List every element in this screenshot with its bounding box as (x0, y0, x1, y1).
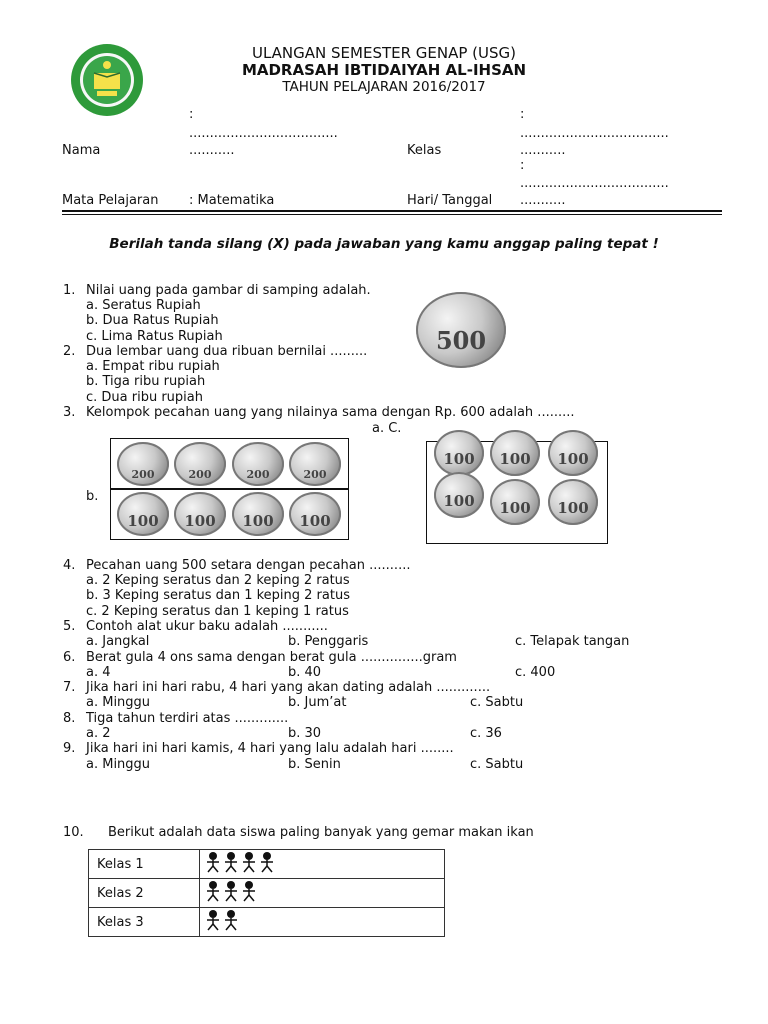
coin-100-image (232, 492, 284, 536)
q7-option-c[interactable]: c. Sabtu (470, 695, 524, 710)
q2-text: Dua lembar uang dua ribuan bernilai ......... (86, 344, 368, 359)
coin-200-image (232, 442, 284, 486)
q2-option-a[interactable]: a. Empat ribu rupiah (86, 359, 220, 374)
q3-option-a-coins[interactable] (110, 438, 349, 490)
q1-text: Nilai uang pada gambar di samping adalah. (86, 283, 371, 298)
school-year: TAHUN PELAJARAN 2016/2017 (282, 79, 486, 95)
coin-100-label: 100 (443, 450, 475, 468)
q8-option-a[interactable]: a. 2 (86, 726, 111, 741)
nama-label: Nama (62, 143, 101, 158)
q6-option-c[interactable]: c. 400 (515, 665, 556, 680)
coin-100-image (174, 492, 226, 536)
pictogram-row-icons (200, 879, 445, 908)
coin-200-label: 200 (188, 468, 212, 481)
coin-100-image (117, 492, 169, 536)
q8-text: Tiga tahun terdiri atas ............. (86, 711, 289, 726)
stick-figure-icon (204, 880, 222, 902)
coin-100-label: 100 (499, 450, 531, 468)
coin-200-label: 200 (246, 468, 270, 481)
stick-figure-icon (222, 851, 240, 873)
pictogram-row-icons (200, 850, 445, 879)
pictogram-table (88, 849, 445, 937)
q4-option-a[interactable]: a. 2 Keping seratus dan 2 keping 2 ratus (86, 573, 350, 588)
q4-option-c[interactable]: c. 2 Keping seratus dan 1 keping 1 ratus (86, 604, 349, 619)
q5-text: Contoh alat ukur baku adalah ........... (86, 619, 328, 634)
q3-option-b[interactable]: b. (86, 489, 99, 504)
stick-figure-icon (258, 851, 276, 873)
q6-number: 6. (63, 650, 76, 665)
coin-200-label: 200 (131, 468, 155, 481)
stick-figure-icon (240, 880, 258, 902)
coin-200-image (289, 442, 341, 486)
q2-option-b[interactable]: b. Tiga ribu rupiah (86, 374, 206, 389)
kelas-dots-line1[interactable]: .................................... (520, 126, 669, 141)
coin-100-label: 100 (557, 450, 589, 468)
coin-500-label: 500 (435, 326, 487, 355)
stick-figure-icons (204, 851, 276, 877)
q2-option-c[interactable]: c. Dua ribu rupiah (86, 390, 203, 405)
q3-option-b-coins[interactable] (110, 488, 349, 540)
q1-option-a[interactable]: a. Seratus Rupiah (86, 298, 201, 313)
q3-option-c-coins[interactable] (426, 441, 608, 544)
hari-colon: : (520, 158, 525, 173)
mapel-label: Mata Pelajaran (62, 193, 159, 208)
q1-number: 1. (63, 283, 76, 298)
q7-number: 7. (63, 680, 76, 695)
q3-number: 3. (63, 405, 76, 420)
q5-option-b[interactable]: b. Penggaris (288, 634, 369, 649)
q8-option-c[interactable]: c. 36 (470, 726, 502, 741)
table-row (89, 908, 445, 937)
q6-text: Berat gula 4 ons sama dengan berat gula ...............gram (86, 650, 457, 665)
stick-figure-icons (204, 909, 240, 935)
q9-option-a[interactable]: a. Minggu (86, 757, 151, 772)
kelas-label: Kelas (407, 143, 442, 158)
q8-number: 8. (63, 711, 76, 726)
hari-dots-line1[interactable]: .................................... (520, 176, 669, 191)
q7-text: Jika hari ini hari rabu, 4 hari yang akan dating adalah ............. (86, 680, 491, 695)
coin-200-image (117, 442, 169, 486)
q4-number: 4. (63, 558, 76, 573)
q10-text: Berikut adalah data siswa paling banyak yang gemar makan ikan (108, 825, 534, 840)
q5-option-c[interactable]: c. Telapak tangan (515, 634, 630, 649)
q9-option-b[interactable]: b. Senin (288, 757, 341, 772)
table-row (89, 879, 445, 908)
q1-option-c[interactable]: c. Lima Ratus Rupiah (86, 329, 223, 344)
stick-figure-icon (204, 909, 222, 931)
instruction: Berilah tanda silang (X) pada jawaban yang kamu anggap paling tepat ! (109, 236, 659, 252)
coin-100-label: 100 (443, 492, 475, 510)
stick-figure-icon (222, 909, 240, 931)
mapel-value: : Matematika (189, 193, 275, 208)
q10-number: 10. (63, 825, 84, 840)
q6-option-a[interactable]: a. 4 (86, 665, 111, 680)
q6-option-b[interactable]: b. 40 (288, 665, 322, 680)
pictogram-row-label: Kelas 1 (89, 850, 200, 879)
q8-option-b[interactable]: b. 30 (288, 726, 322, 741)
q1-option-b[interactable]: b. Dua Ratus Rupiah (86, 313, 219, 328)
q9-number: 9. (63, 741, 76, 756)
q9-text: Jika hari ini hari kamis, 4 hari yang lalu adalah hari ........ (86, 741, 454, 756)
coin-100-label: 100 (557, 499, 589, 517)
coin-100-image (289, 492, 341, 536)
q7-option-b[interactable]: b. Jum’at (288, 695, 347, 710)
school-name: MADRASAH IBTIDAIYAH AL-IHSAN (241, 61, 527, 79)
stick-figure-icon (240, 851, 258, 873)
coin-100-label: 100 (184, 512, 216, 530)
pictogram-row-label: Kelas 3 (89, 908, 200, 937)
header-title: ULANGAN SEMESTER GENAP (USG) (251, 44, 517, 62)
hari-dots-line2[interactable]: ........... (520, 193, 566, 208)
nama-dots-line2[interactable]: ........... (189, 143, 235, 158)
coin-100-label: 100 (299, 512, 331, 530)
q2-number: 2. (63, 344, 76, 359)
stick-figure-icon (204, 851, 222, 873)
coin-100-image (434, 472, 484, 518)
kelas-dots-line2[interactable]: ........... (520, 143, 566, 158)
q4-option-b[interactable]: b. 3 Keping seratus dan 1 keping 2 ratus (86, 588, 350, 603)
coin-100-label: 100 (499, 499, 531, 517)
coin-100-image (548, 479, 598, 525)
coin-100-label: 100 (127, 512, 159, 530)
pictogram-row-icons (200, 908, 445, 937)
coin-100-image (434, 430, 484, 476)
table-row (89, 850, 445, 879)
stick-figure-icon (222, 880, 240, 902)
nama-dots-line1[interactable]: .................................... (189, 126, 338, 141)
q3-options-ac[interactable]: a. C. (372, 421, 402, 436)
coin-200-image (174, 442, 226, 486)
nama-colon: : (189, 107, 194, 122)
coin-100-image (490, 430, 540, 476)
q5-number: 5. (63, 619, 76, 634)
q4-text: Pecahan uang 500 setara dengan pecahan .......... (86, 558, 411, 573)
header-rule-thin (62, 214, 722, 215)
coin-500-image (416, 292, 506, 368)
q7-option-a[interactable]: a. Minggu (86, 695, 151, 710)
coin-100-image (490, 479, 540, 525)
pictogram-row-label: Kelas 2 (89, 879, 200, 908)
kelas-colon: : (520, 107, 525, 122)
coin-200-label: 200 (303, 468, 327, 481)
q3-text: Kelompok pecahan uang yang nilainya sama dengan Rp. 600 adalah ......... (86, 405, 575, 420)
coin-100-image (548, 430, 598, 476)
header-rule-thick (62, 210, 722, 212)
q5-option-a[interactable]: a. Jangkal (86, 634, 150, 649)
stick-figure-icons (204, 880, 258, 906)
q9-option-c[interactable]: c. Sabtu (470, 757, 524, 772)
hari-label: Hari/ Tanggal (407, 193, 493, 208)
coin-100-label: 100 (242, 512, 274, 530)
